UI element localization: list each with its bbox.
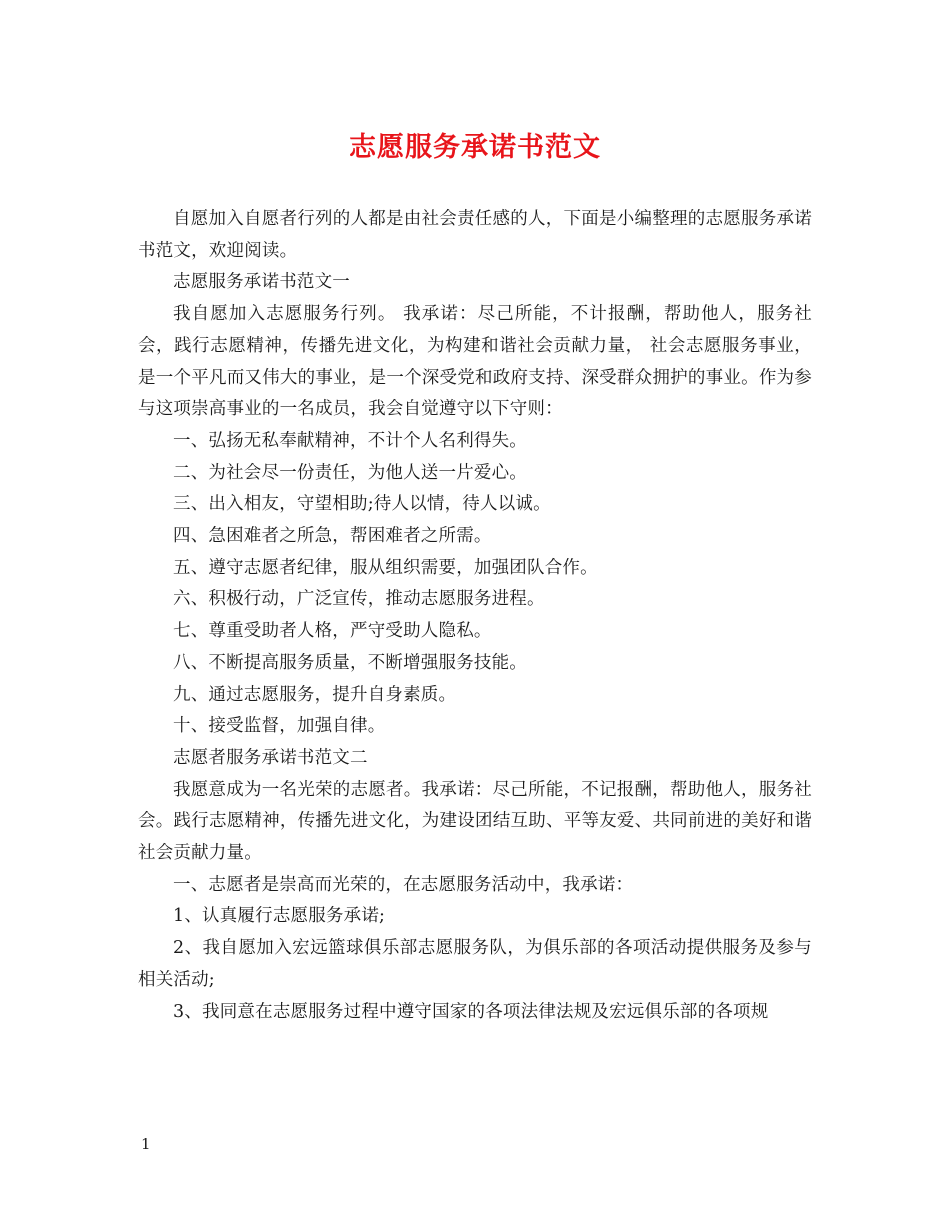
- list-item: 四、急困难者之所急，帮困难者之所需。: [173, 526, 492, 547]
- body-paragraph: 我自愿加入志愿服务行列。 我承诺：尽己所能，不计报酬，帮助他人，服务社会，践行志愿精神，传播先进文化，为构建和谐社会贡献力量， 社会志愿服务事业，是一个平凡而又伟大的事业，是一个深受党和政府支持、深受群众拥护的事业。作为参与这项崇高事业的一名成员，我会自觉遵守以下守则：: [138, 304, 812, 420]
- list-item: 三、出入相友，守望相助;待人以情，待人以诚。: [173, 494, 551, 515]
- body-paragraph: 一、志愿者是崇高而光荣的，在志愿服务活动中，我承诺：: [173, 874, 634, 895]
- document-body: [138, 204, 812, 1028]
- list-item: 一、弘扬无私奉献精神，不计个人名利得失。: [173, 430, 527, 451]
- list-item: 七、尊重受助者人格，严守受助人隐私。: [173, 621, 492, 642]
- list-item: 2、我自愿加入宏远篮球俱乐部志愿服务队，为俱乐部的各项活动提供服务及参与相关活动;: [138, 938, 812, 990]
- section-heading-1: 志愿服务承诺书范文一: [173, 272, 350, 293]
- intro-paragraph: 自愿加入自愿者行列的人都是由社会责任感的人，下面是小编整理的志愿服务承诺书范文，欢迎阅读。: [138, 209, 812, 261]
- section-heading-2: 志愿者服务承诺书范文二: [173, 747, 368, 768]
- list-item: 九、通过志愿服务，提升自身素质。: [173, 684, 457, 705]
- page-number: 1: [141, 1135, 151, 1153]
- list-item: 八、不断提高服务质量，不断增强服务技能。: [173, 652, 527, 673]
- body-paragraph: 我愿意成为一名光荣的志愿者。我承诺：尽己所能，不记报酬，帮助他人，服务社会。践行志愿精神，传播先进文化，为建设团结互助、平等友爱、共同前进的美好和谐社会贡献力量。: [138, 779, 812, 864]
- list-item: 二、为社会尽一份责任，为他人送一片爱心。: [173, 462, 527, 483]
- list-item: 3、我同意在志愿服务过程中遵守国家的各项法律法规及宏远俱乐部的各项规: [173, 1001, 769, 1022]
- list-item: 六、积极行动，广泛宣传，推动志愿服务进程。: [173, 589, 545, 610]
- list-item: 五、遵守志愿者纪律，服从组织需要，加强团队合作。: [173, 557, 598, 578]
- document-title: 志愿服务承诺书范文: [349, 132, 601, 163]
- list-item: 1、认真履行志愿服务承诺;: [173, 906, 386, 927]
- list-item: 十、接受监督，加强自律。: [173, 716, 386, 737]
